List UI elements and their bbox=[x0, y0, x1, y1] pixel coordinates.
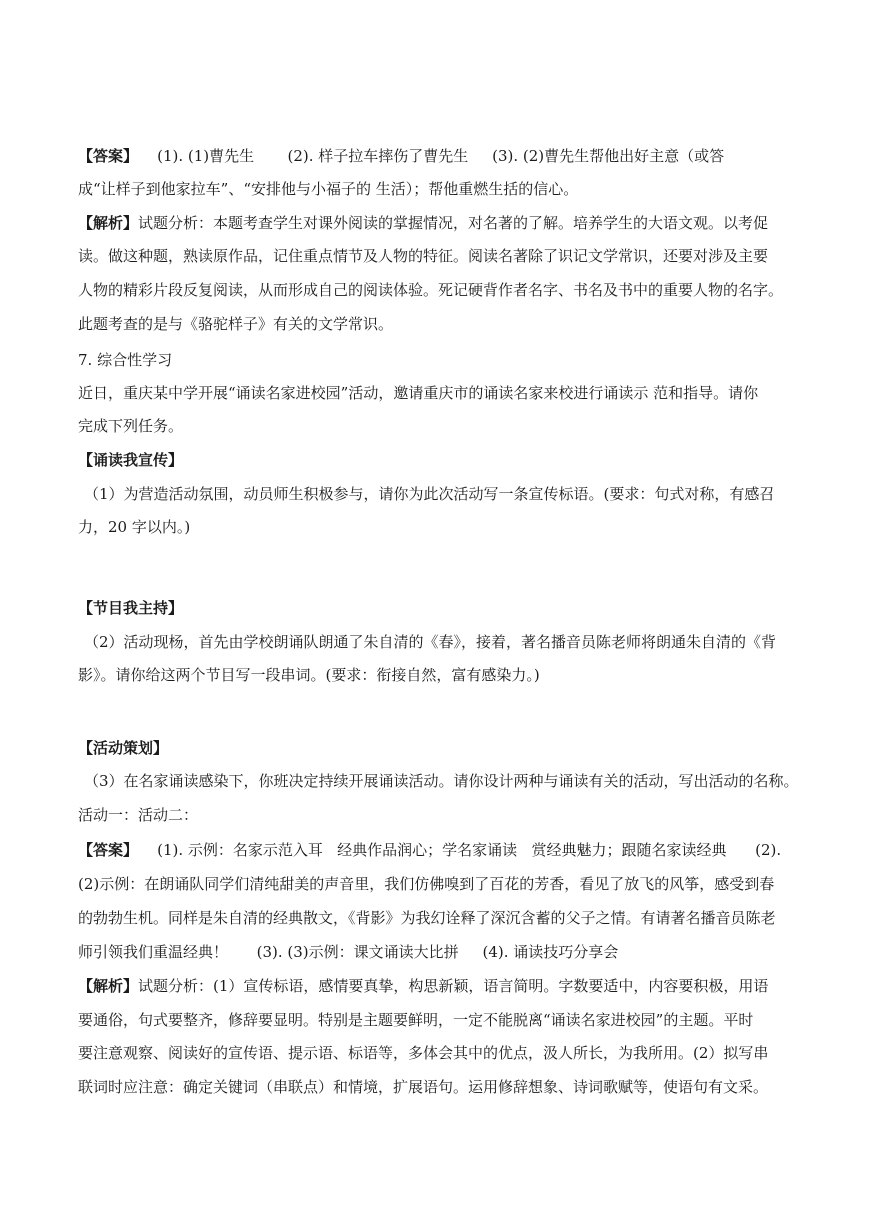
hosting-question-line-2: 影》。请你给这两个节目写一段串词。(要求：衔接自然，富有感染力。) bbox=[78, 666, 540, 684]
planning-question-line-1: （3）在名家诵读感染下，你班决定持续开展诵读活动。请你设计两种与诵读有关的活动，写出活动的名称。 bbox=[84, 772, 799, 790]
analysis-2-line-2: 要通俗，句式要整齐，修辞要显明。特别是主题要鲜明，一定不能脱离“诵读名家进校园”的主题。平时 bbox=[78, 1011, 754, 1029]
analysis-1-line-3: 人物的精彩片段反复阅读，从而形成自己的阅读体验。死记硬背作者名字、书名及书中的重要人物的名字。 bbox=[78, 281, 784, 299]
hosting-question-line-1: （2）活动现杨，首先由学校朗诵队朗通了朱自清的《春》，接着，著名播音员陈老师将朗通朱自清的《背 bbox=[84, 633, 777, 651]
analysis-2-line-1 bbox=[78, 976, 798, 996]
analysis-label: 【解析】 bbox=[78, 977, 139, 995]
analysis-text: 试题分析：本题考查学生对课外阅读的掌握情况，对名著的了解。培养学生的大语文观。以考促 bbox=[138, 214, 769, 232]
promotion-question-line-1: （1）为营造活动氛围，动员师生积极参与，请你为此次活动写一条宣传标语。(要求：句式对称，有感召 bbox=[84, 485, 775, 503]
answer-1-line-2: 成“让样子到他家拉车”、“安排他与小福子的 生活）；帮他重燃生括的信心。 bbox=[78, 180, 579, 198]
question-7-heading: 7. 综合性学习 bbox=[78, 351, 173, 369]
section-title-promotion: 【诵读我宣传】 bbox=[78, 451, 184, 469]
analysis-1-line-1 bbox=[78, 213, 798, 233]
answer-2-line-3: 的勃勃生机。同样是朱自清的经典散文，《背影》为我幻诠释了深沉含蓄的父子之情。有请著名播音员陈老 bbox=[78, 909, 776, 927]
planning-question-line-2: 活动一：活动二： bbox=[78, 806, 199, 824]
answer-text: (1). (1)曹先生 (2). 样子拉车摔伤了曹先生 (3). (2)曹先生帮他出好主意（或答 bbox=[138, 147, 725, 165]
analysis-1-line-2: 读。做这种题，熟读原作品，记住重点情节及人物的特征。阅读名著除了识记文学常识，还要对涉及主要 bbox=[78, 247, 769, 265]
section-title-planning: 【活动策划】 bbox=[78, 739, 169, 757]
analysis-label: 【解析】 bbox=[78, 214, 139, 232]
answer-text: (1). 示例：名家示范入耳 经典作品润心；学名家诵读 赏经典魅力；跟随名家读经典 (2). bbox=[138, 841, 782, 859]
analysis-2-line-4: 联词时应注意：确定关键词（串联点）和情境，扩展语句。运用修辞想象、诗词歌赋等，使语句有文采。 bbox=[78, 1078, 769, 1096]
answer-2-line-1 bbox=[78, 840, 798, 860]
question-7-intro-line-2: 完成下列任务。 bbox=[78, 417, 184, 435]
answer-2-line-2: (2)示例：在朗诵队同学们清纯甜美的声音里，我们仿佛嗅到了百花的芳香，看见了放飞的风筝，感受到春 bbox=[78, 875, 775, 893]
answer-1-line-1 bbox=[78, 146, 798, 166]
promotion-question-line-2: 力，20 字以内。) bbox=[78, 518, 191, 536]
analysis-2-line-3: 要注意观察、阅读好的宣传语、提示语、标语等，多体会其中的优点，汲人所长，为我所用。(2）拟写串 bbox=[78, 1044, 769, 1062]
analysis-1-line-4: 此题考查的是与《骆驼样子》有关的文学常识。 bbox=[78, 315, 394, 333]
analysis-text: 试题分析：(1）宣传标语，感情要真挚，构思新颖，语言简明。字数要适中，内容要积极，用语 bbox=[138, 977, 769, 995]
section-title-hosting: 【节目我主持】 bbox=[78, 599, 184, 617]
answer-label: 【答案】 bbox=[78, 147, 139, 165]
answer-2-line-4: 师引领我们重温经典！ (3). (3)示例：课文诵读大比拼 (4). 诵读技巧分享会 bbox=[78, 943, 619, 961]
question-7-intro-line-1: 近日，重庆某中学开展“诵读名家进校园”活动，邀请重庆市的诵读名家来校进行诵读示 范和指导。请你 bbox=[78, 384, 759, 402]
answer-label: 【答案】 bbox=[78, 841, 139, 859]
